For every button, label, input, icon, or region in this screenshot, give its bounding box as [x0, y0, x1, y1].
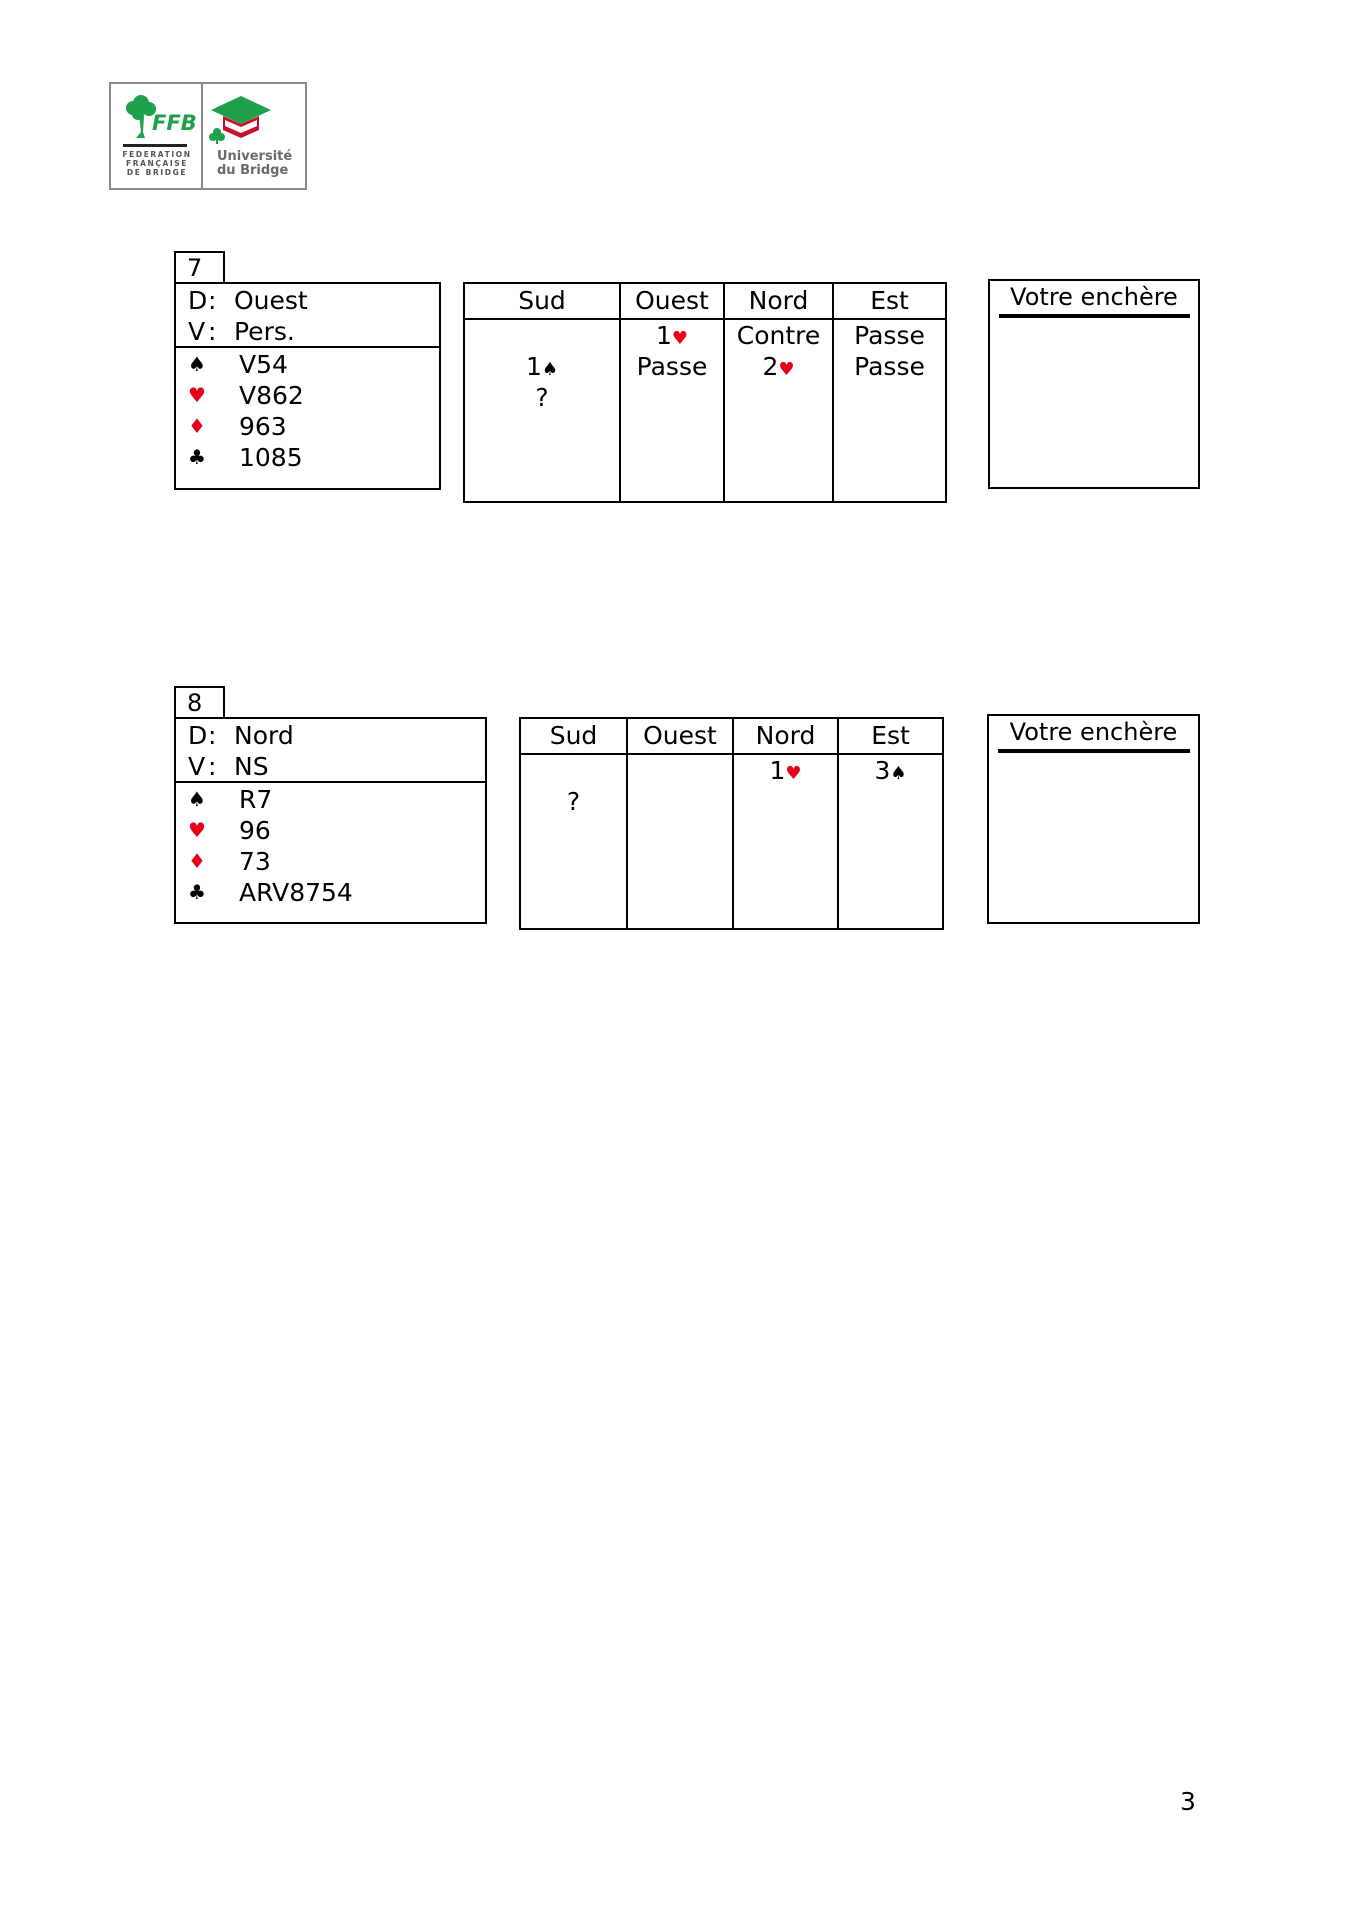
bid-level: 3 [874, 756, 891, 785]
deal-number-box: 7 [174, 251, 225, 284]
diamond-icon: ♦ [188, 414, 206, 438]
vulnerability-label: V [188, 317, 206, 346]
answer-title-rule [998, 749, 1190, 753]
spade-icon: ♠ [188, 352, 206, 376]
dealer-value: Ouest [234, 286, 308, 315]
bidding-table [519, 717, 944, 930]
clubs-holding: 1085 [239, 443, 303, 472]
header-ouest: Ouest [643, 721, 717, 750]
bid-est-1: Passe [854, 321, 925, 350]
bid-ouest-1 [621, 320, 723, 354]
header-est: Est [871, 721, 910, 750]
heart-icon: ♥ [671, 328, 689, 349]
universite-line-2: du Bridge [217, 163, 289, 178]
spade-icon: ♠ [890, 763, 907, 784]
deal-info [176, 284, 439, 348]
bid-sud-1 [465, 351, 619, 385]
hand-cards [176, 348, 439, 473]
hand-panel [174, 717, 487, 924]
heart-icon: ♥ [778, 359, 795, 380]
header-ouest: Ouest [635, 286, 709, 315]
bid-nord-2 [725, 351, 832, 385]
diamonds-holding: 963 [239, 412, 287, 441]
bid-sud-question: ? [535, 383, 549, 412]
club-icon: ♣ [188, 880, 206, 904]
spades-holding: R7 [239, 785, 273, 814]
page-number: 3 [1180, 1787, 1196, 1816]
mortarboard-icon [209, 94, 273, 146]
diamonds-holding: 73 [239, 847, 271, 876]
colon: : [208, 721, 217, 750]
ffb-rule [123, 144, 187, 147]
club-icon: ♣ [188, 445, 206, 469]
bid-level: 2 [762, 352, 779, 381]
bid-level: 1 [769, 756, 786, 785]
bid-nord-1: Contre [736, 321, 821, 350]
bidding-table [463, 282, 947, 503]
hand-panel [174, 282, 441, 490]
header-nord: Nord [755, 721, 816, 750]
column-divider [723, 284, 725, 501]
header-nord: Nord [748, 286, 809, 315]
hearts-holding: 96 [239, 816, 271, 845]
logo-divider [201, 84, 203, 188]
vulnerability-value: Pers. [234, 317, 295, 346]
bid-level: 1 [525, 352, 542, 381]
ffb-subtitle-3: DE BRIDGE [126, 168, 188, 177]
answer-title: Votre enchère [1010, 283, 1178, 311]
column-divider [832, 284, 834, 501]
bid-est-2: Passe [854, 352, 925, 381]
spades-holding: V54 [239, 350, 288, 379]
deal-info [176, 719, 485, 783]
answer-title: Votre enchère [1009, 718, 1178, 746]
ffb-subtitle-2: FRANÇAISE [125, 159, 188, 168]
universite-line-1: Université [217, 149, 293, 164]
bid-level: 1 [655, 321, 672, 350]
deal-number-box: 8 [174, 686, 225, 719]
colon: : [208, 317, 217, 346]
spade-icon: ♠ [541, 359, 559, 380]
bid-ouest-2: Passe [636, 352, 708, 381]
ffb-wordmark: FFB [152, 111, 197, 135]
vulnerability-label: V [188, 752, 206, 781]
diamond-icon: ♦ [188, 849, 206, 873]
answer-title-rule [999, 314, 1190, 318]
hearts-holding: V862 [239, 381, 304, 410]
column-divider [619, 284, 621, 501]
dealer-label: D [188, 286, 208, 315]
dealer-value: Nord [234, 721, 294, 750]
vulnerability-value: NS [234, 752, 269, 781]
header-est: Est [870, 286, 909, 315]
hand-cards [176, 783, 485, 908]
heart-icon: ♥ [785, 763, 802, 784]
ffb-universite-logo [109, 82, 307, 190]
ffb-tree-logo-icon [119, 92, 197, 146]
colon: : [208, 286, 217, 315]
header-sud: Sud [549, 721, 598, 750]
bid-nord-1 [734, 755, 837, 789]
spade-icon: ♠ [188, 787, 206, 811]
answer-box[interactable] [988, 279, 1200, 489]
heart-icon: ♥ [188, 818, 206, 842]
bid-est-1 [839, 755, 942, 789]
ffb-subtitle-1: FEDERATION [122, 150, 192, 159]
answer-box[interactable] [987, 714, 1200, 924]
bid-sud-question: ? [566, 787, 581, 816]
header-sud: Sud [518, 286, 566, 315]
colon: : [208, 752, 217, 781]
dealer-label: D [188, 721, 208, 750]
heart-icon: ♥ [188, 383, 206, 407]
clubs-holding: ARV8754 [239, 878, 353, 907]
